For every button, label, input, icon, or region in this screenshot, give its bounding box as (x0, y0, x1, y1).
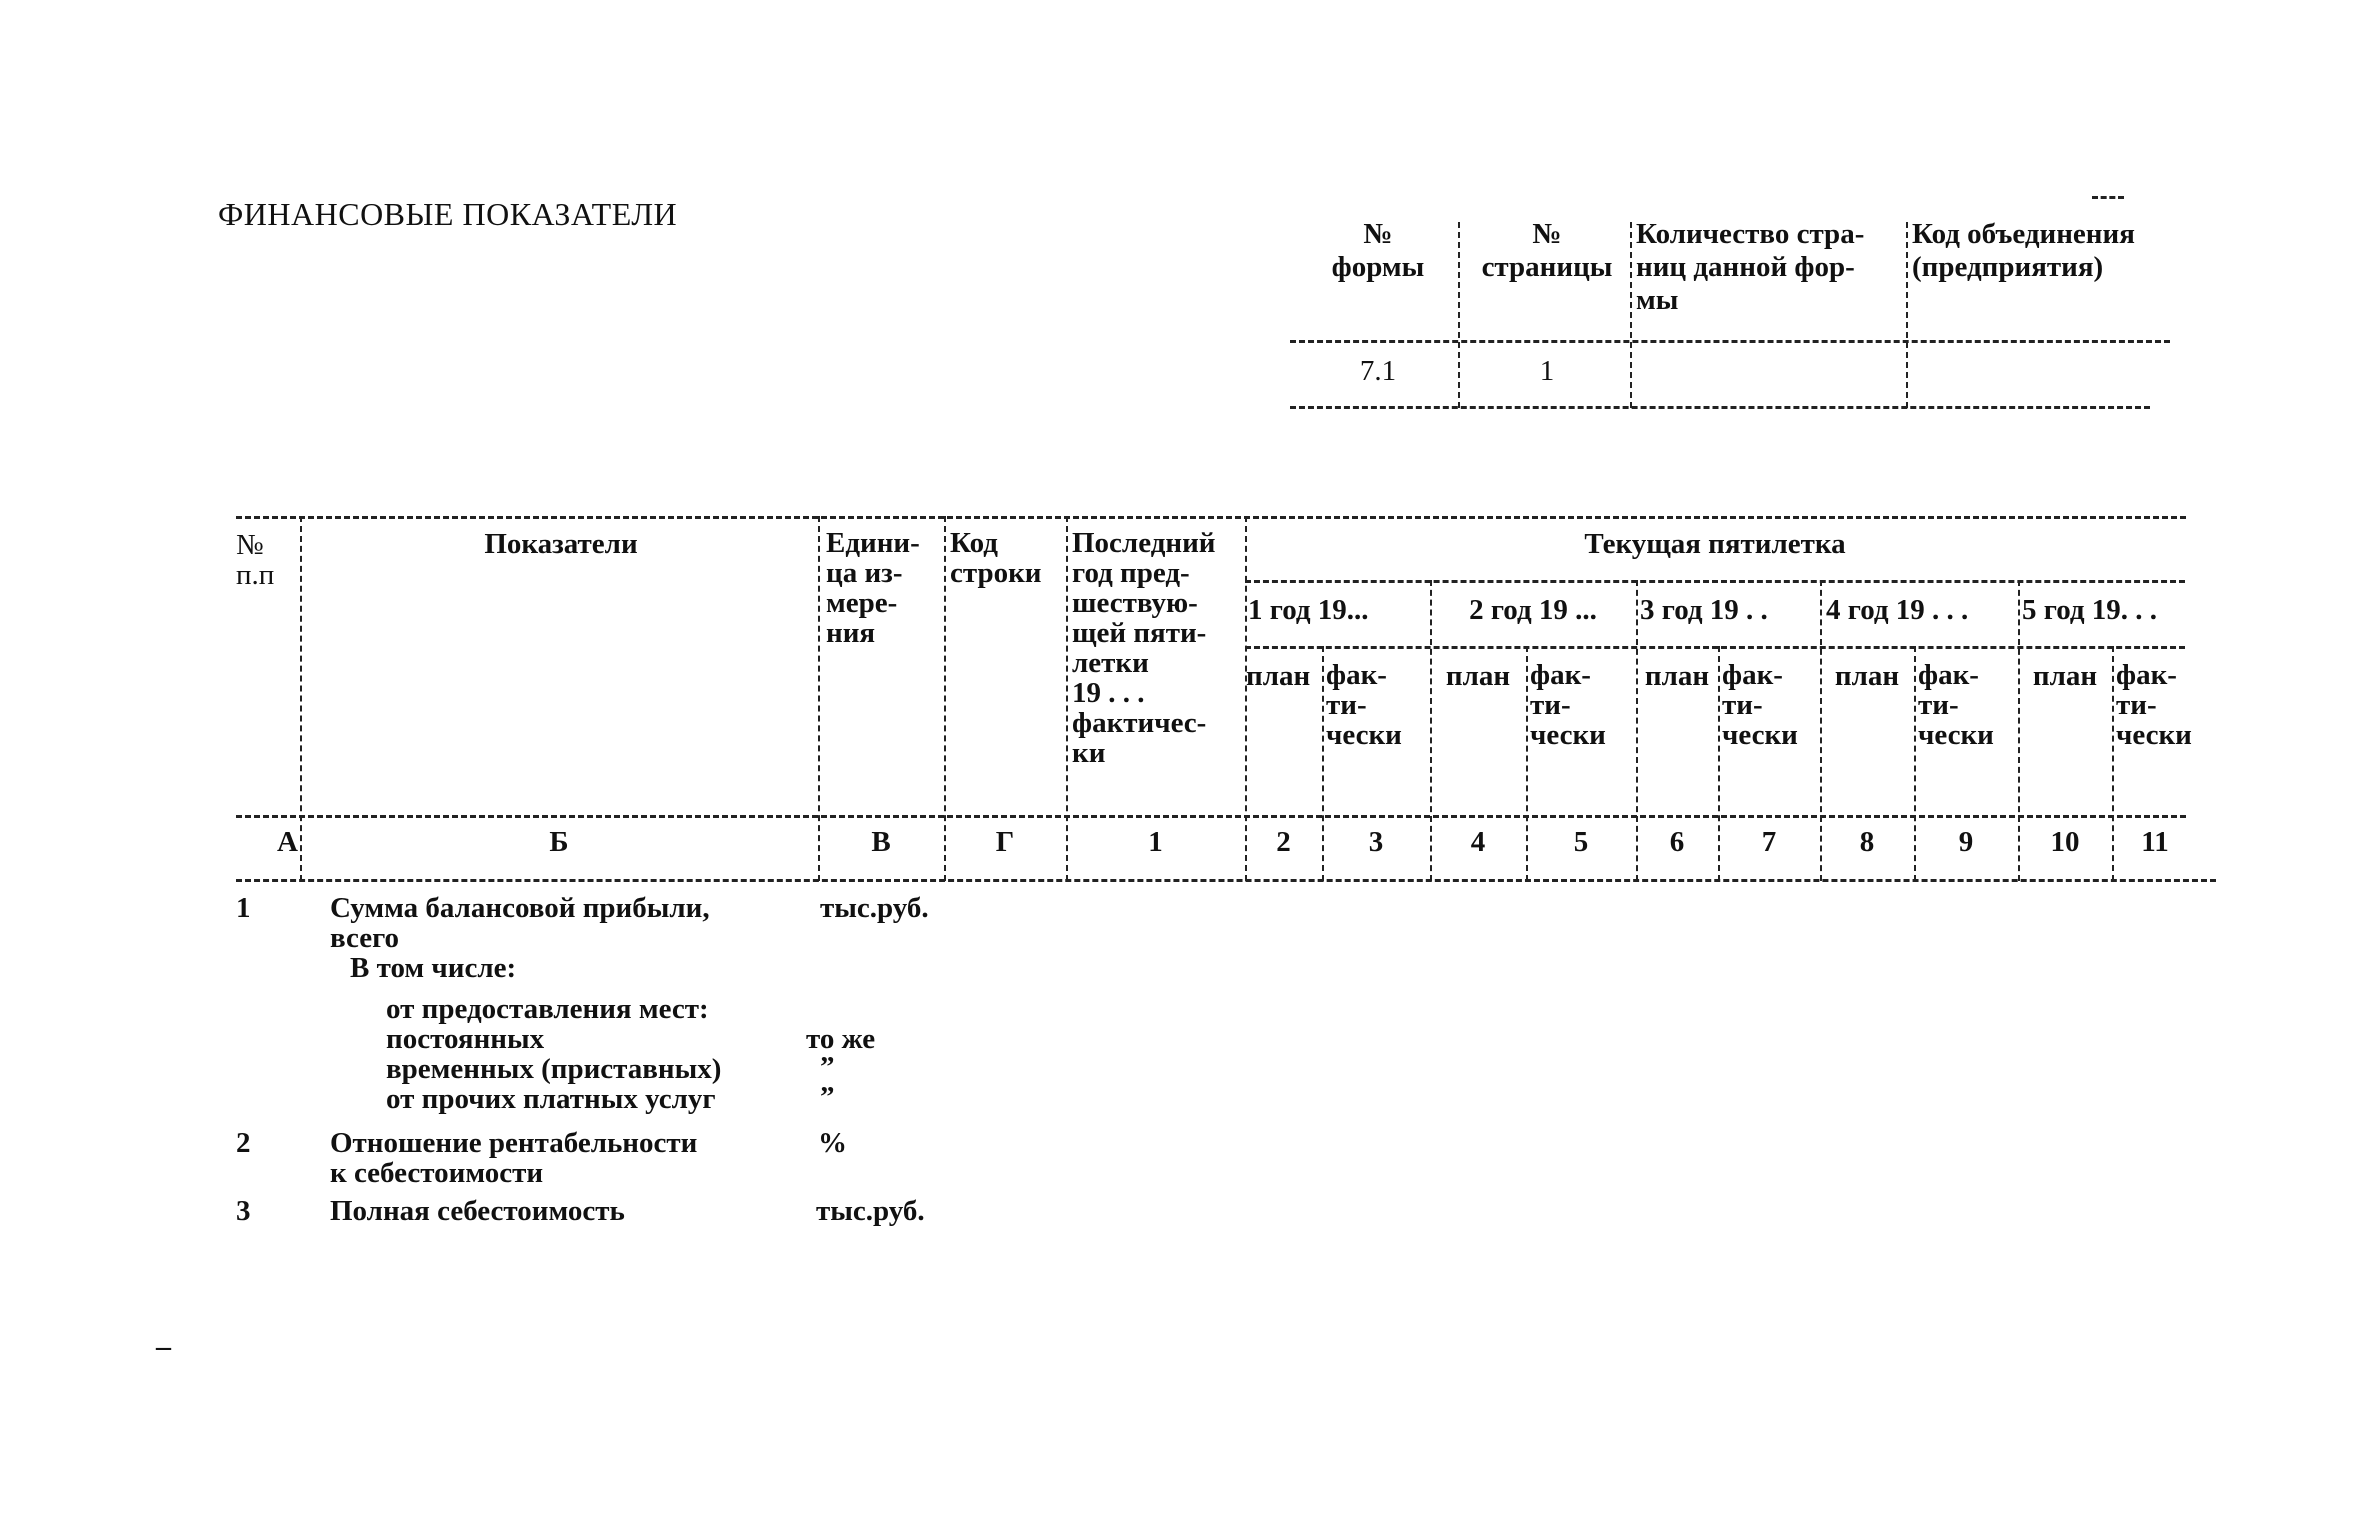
year-2-header: 2 год 19 ... (1469, 594, 1597, 626)
index-cell: 4 (1470, 826, 1486, 858)
year-4-header: 4 год 19 . . . (1826, 594, 1969, 626)
page-number-header: № страницы (1481, 218, 1613, 283)
plan-header: план (1246, 660, 1311, 692)
year-5-header: 5 год 19. . . (2022, 594, 2158, 626)
row-label: от предоставления мест: (386, 993, 709, 1025)
row-label: Сумма балансовой прибыли, всего (330, 892, 710, 954)
row-unit: % (818, 1127, 847, 1159)
index-cell: 8 (1859, 826, 1875, 858)
number-column-header: № п.п (236, 529, 275, 591)
plan-header: план (2032, 660, 2098, 692)
association-code-header: Код объединения (предприятия) (1912, 218, 2135, 283)
index-cell: 11 (2141, 826, 2169, 858)
index-cell: 5 (1573, 826, 1589, 858)
fact-header: фак- ти- чески (1918, 659, 1994, 751)
page-title: ФИНАНСОВЫЕ ПОКАЗАТЕЛИ (218, 196, 678, 232)
fact-header: фак- ти- чески (1326, 659, 1402, 751)
last-year-column-header: Последний год пред- шествую- щей пяти- летки 19 . . . фактичес- ки (1072, 527, 1216, 769)
form-number-header: № формы (1331, 218, 1425, 283)
index-cell: Г (995, 826, 1015, 858)
row-label: Отношение рентабельности к себестоимости (330, 1127, 698, 1189)
index-cell: 10 (2050, 826, 2080, 858)
line-code-column-header: Код строки (950, 527, 1042, 589)
indicators-column-header: Показатели (484, 528, 638, 560)
year-1-header: 1 год 19... (1248, 594, 1369, 626)
form-info-rule (1290, 406, 2150, 409)
corner-mark (2092, 196, 2124, 199)
index-cell: 7 (1761, 826, 1777, 858)
row-number: 1 (236, 892, 251, 924)
row-label: В том числе: (350, 952, 517, 984)
row-unit: тыс.руб. (820, 892, 929, 924)
row-unit: ” (820, 1081, 835, 1113)
unit-column-header: Едини- ца из- мере- ния (826, 527, 920, 649)
row-unit: ” (820, 1051, 835, 1083)
row-number: 3 (236, 1195, 251, 1227)
index-cell: 2 (1276, 826, 1291, 858)
page-count-header: Количество стра- ниц данной фор- мы (1636, 218, 1865, 316)
fact-header: фак- ти- чески (1722, 659, 1798, 751)
margin-mark: – (156, 1330, 171, 1363)
form-number-value: 7.1 (1359, 355, 1397, 387)
fact-header: фак- ти- чески (2116, 659, 2192, 751)
index-cell: В (871, 826, 891, 858)
row-unit: то же (806, 1023, 876, 1055)
row-label: от прочих платных услуг (386, 1083, 716, 1115)
index-cell: 3 (1368, 826, 1384, 858)
index-cell: 6 (1669, 826, 1685, 858)
index-cell: Б (549, 826, 569, 858)
plan-header: план (1644, 660, 1710, 692)
year-3-header: 3 год 19 . . (1640, 594, 1768, 626)
index-cell: 1 (1148, 826, 1163, 858)
row-unit: тыс.руб. (816, 1195, 925, 1227)
form-info-rule (1290, 340, 2170, 343)
index-cell: 9 (1958, 826, 1974, 858)
plan-header: план (1834, 660, 1900, 692)
page-number-value: 1 (1539, 355, 1555, 387)
plan-header: план (1445, 660, 1511, 692)
index-cell: А (277, 826, 298, 858)
row-number: 2 (236, 1127, 251, 1159)
fact-header: фак- ти- чески (1530, 659, 1606, 751)
current-five-year-header: Текущая пятилетка (1584, 528, 1846, 560)
row-label: Полная себестоимость (330, 1195, 625, 1227)
row-label: постоянных (386, 1023, 545, 1055)
row-label: временных (приставных) (386, 1053, 722, 1085)
